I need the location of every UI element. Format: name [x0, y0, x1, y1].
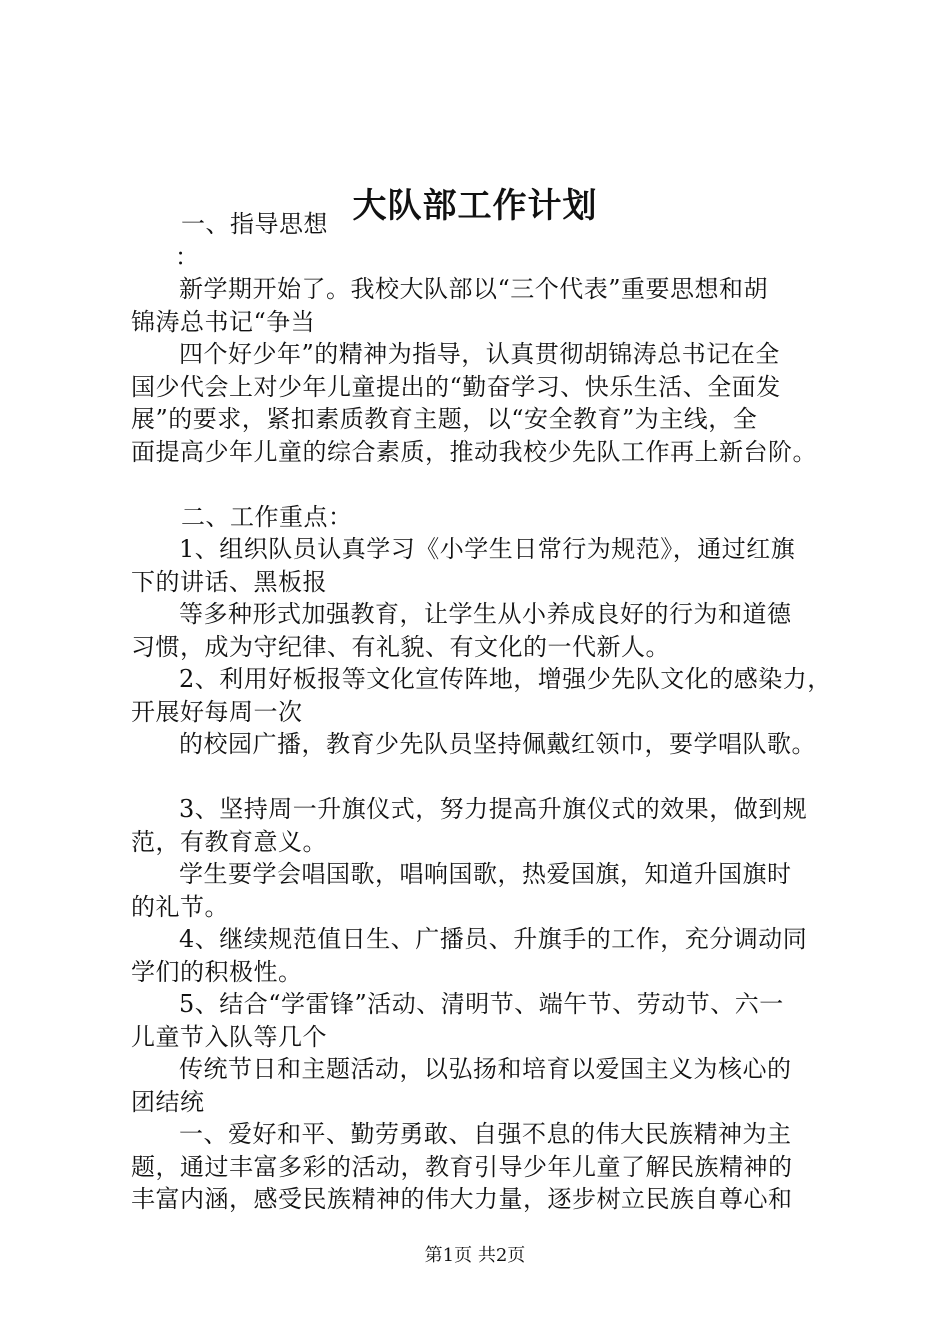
document-body — [131, 208, 831, 1216]
text-line: 题，通过丰富多彩的活动，教育引导少年儿童了解民族精神的 — [131, 1152, 793, 1181]
text-line: 学们的积极性。 — [131, 957, 303, 986]
text-line: 开展好每周一次 — [131, 697, 303, 726]
text-line: 4、继续规范值日生、广播员、升旗手的工作，充分调动同 — [179, 925, 808, 953]
text-line: 锦涛总书记“争当 — [131, 307, 316, 336]
text-line: 国少代会上对少年儿童提出的“勤奋学习、快乐生活、全面发 — [131, 372, 781, 401]
section-heading-work-focus: 二、工作重点： — [181, 502, 353, 531]
text-line: 下的讲话、黑板报 — [131, 567, 327, 596]
text-line: 丰富内涵，感受民族精神的伟大力量，逐步树立民族自尊心和 — [131, 1185, 793, 1213]
text-line: 新学期开始了。我校大队部以“三个代表”重要思想和胡 — [179, 275, 769, 303]
text-line: 等多种形式加强教育，让学生从小养成良好的行为和道德 — [179, 600, 792, 628]
document-title: 大队部工作计划 — [352, 186, 598, 226]
text-line: 传统节日和主题活动，以弘扬和培育以爱国主义为核心的 — [179, 1055, 792, 1083]
text-line: 面提高少年儿童的综合素质，推动我校少先队工作再上新台阶。 — [131, 437, 817, 466]
paragraph-spacer — [131, 468, 831, 501]
text-line: 3、坚持周一升旗仪式，努力提高升旗仪式的效果，做到规 — [179, 795, 808, 823]
text-line: 习惯，成为守纪律、有礼貌、有文化的一代新人。 — [131, 632, 670, 661]
section-heading-guiding-ideology: 一、指导思想 — [181, 210, 328, 238]
text-line: 一、爱好和平、勤劳勇敢、自强不息的伟大民族精神为主 — [179, 1120, 792, 1148]
text-line: 儿童节入队等几个 — [131, 1022, 327, 1051]
text-line: 的校园广播，教育少先队员坚持佩戴红领巾，要学唱队歌。 — [179, 730, 816, 758]
text-line: 5、结合“学雷锋”活动、清明节、端午节、劳动节、六一 — [179, 990, 784, 1018]
text-line: 学生要学会唱国歌，唱响国歌，热爱国旗，知道升国旗时 — [179, 860, 792, 888]
text-line: 展”的要求，紧扣素质教育主题，以“安全教育”为主线，全 — [131, 405, 758, 433]
text-line: ： — [175, 242, 200, 271]
text-line: 的礼节。 — [131, 892, 229, 921]
text-line: 2、利用好板报等文化宣传阵地，增强少先队文化的感染力， — [179, 665, 832, 693]
text-line: 范，有教育意义。 — [131, 827, 327, 856]
text-line: 团结统 — [131, 1087, 205, 1116]
text-line: 1、组织队员认真学习《小学生日常行为规范》，通过红旗 — [179, 535, 796, 563]
paragraph-spacer — [131, 761, 831, 794]
page-number-footer: 第1页 共2页 — [424, 1245, 526, 1266]
text-line: 四个好少年”的精神为指导，认真贯彻胡锦涛总书记在全 — [179, 340, 780, 368]
